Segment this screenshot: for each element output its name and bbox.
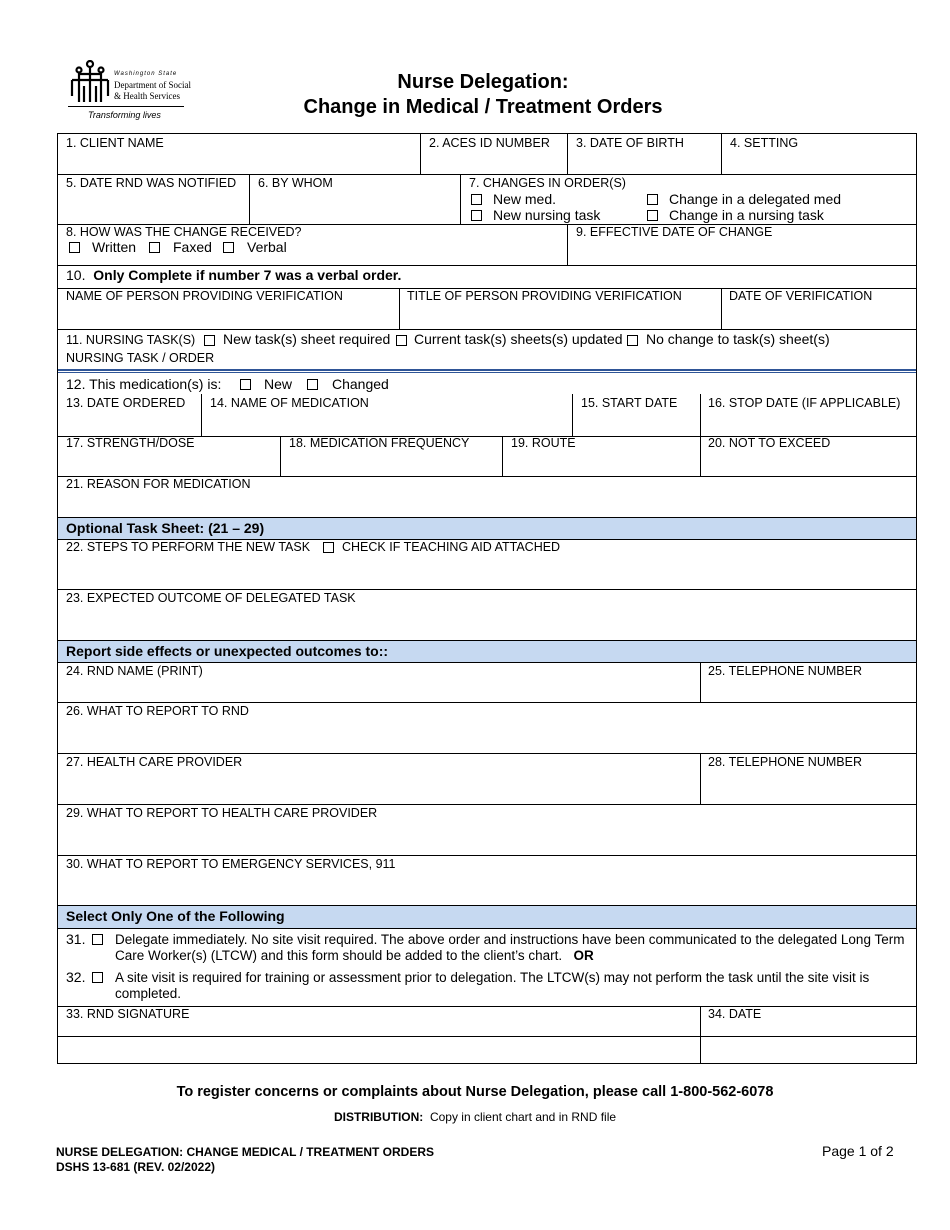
written-label: Written (92, 239, 137, 255)
title-line2: Change in Medical / Treatment Orders (303, 96, 663, 118)
current-task-sheet-checkbox[interactable] (396, 335, 407, 346)
logo-dept-line2: & Health Services (114, 91, 180, 101)
option-32-number: 32. (66, 969, 86, 985)
nursing-tasks-label: 11. NURSING TASK(S) (66, 333, 196, 347)
new-med-checkbox[interactable] (471, 194, 482, 205)
optional-task-sheet-heading: Optional Task Sheet: (21 – 29) (66, 520, 265, 536)
new-task-sheet-checkbox[interactable] (204, 335, 215, 346)
distribution-label: DISTRIBUTION: (333, 1110, 424, 1124)
client-name-field[interactable]: 1. CLIENT NAME (66, 136, 164, 150)
select-one-heading: Select Only One of the Following (66, 908, 285, 924)
provider-telephone-field[interactable]: 28. TELEPHONE NUMBER (708, 755, 862, 769)
rnd-telephone-field[interactable]: 25. TELEPHONE NUMBER (708, 664, 862, 678)
change-nursing-task-checkbox[interactable] (647, 210, 658, 221)
page-number: Page 1 of 2 (822, 1143, 894, 1159)
medication-changed-label: Changed (332, 376, 389, 392)
site-visit-text: A site visit is required for training or assessment prior to delegation. The LTCW(s) may not perform the task until the site visit is completed. (115, 970, 870, 1001)
expected-outcome-field[interactable]: 23. EXPECTED OUTCOME OF DELEGATED TASK (66, 591, 356, 605)
start-date-field[interactable]: 15. START DATE (581, 396, 678, 410)
form-grid (57, 133, 917, 1064)
stop-date-field[interactable]: 16. STOP DATE (IF APPLICABLE) (708, 396, 901, 410)
signature-date-field[interactable]: 34. DATE (708, 1007, 762, 1021)
dshs-logo (68, 60, 191, 124)
rnd-signature-field[interactable]: 33. RND SIGNATURE (66, 1007, 190, 1021)
form-title-footer: NURSE DELEGATION: CHANGE MEDICAL / TREATMENT ORDERS (56, 1145, 435, 1159)
distribution-note (57, 1110, 893, 1124)
verification-date-field[interactable]: DATE OF VERIFICATION (729, 289, 873, 303)
not-to-exceed-field[interactable]: 20. NOT TO EXCEED (708, 436, 831, 450)
aces-id-field[interactable]: 2. ACES ID NUMBER (429, 136, 550, 150)
verifier-title-field[interactable]: TITLE OF PERSON PROVIDING VERIFICATION (407, 289, 682, 303)
new-task-sheet-label: New task(s) sheet required (223, 331, 391, 347)
date-ordered-field[interactable]: 13. DATE ORDERED (66, 396, 186, 410)
teaching-aid-checkbox[interactable] (323, 542, 334, 553)
no-change-task-sheet-label: No change to task(s) sheet(s) (646, 331, 830, 347)
current-task-sheet-label: Current task(s) sheets(s) updated (414, 331, 623, 347)
route-field[interactable]: 19. ROUTE (511, 436, 576, 450)
site-visit-checkbox[interactable] (92, 972, 103, 983)
verbal-order-note (66, 268, 401, 283)
strength-dose-field[interactable]: 17. STRENGTH/DOSE (66, 436, 195, 450)
page-title (200, 70, 766, 120)
option-31-text (115, 932, 910, 964)
reason-for-medication-field[interactable]: 21. REASON FOR MEDICATION (66, 477, 251, 491)
teaching-aid-label: CHECK IF TEACHING AID ATTACHED (342, 540, 561, 554)
new-med-label: New med. (493, 191, 557, 207)
distribution-text: Copy in client chart and in RND file (429, 1110, 617, 1124)
form-id-footer: DSHS 13-681 (REV. 02/2022) (56, 1160, 215, 1174)
medication-new-checkbox[interactable] (240, 379, 251, 390)
concerns-notice: To register concerns or complaints about Nurse Delegation, please call 1-800-562-6078 (176, 1084, 774, 1100)
steps-new-task-field[interactable]: 22. STEPS TO PERFORM THE NEW TASK (66, 540, 311, 554)
faxed-label: Faxed (173, 239, 212, 255)
how-change-received-label: 8. HOW WAS THE CHANGE RECEIVED? (66, 225, 302, 239)
delegate-immediately-text: Delegate immediately. No site visit required. The above order and instructions have been communicated to the delegated Long Term Care Worker(s) (LTCW) and this form should be added to the client’s chart. (115, 932, 905, 963)
medication-new-label: New (264, 376, 293, 392)
verifier-name-field[interactable]: NAME OF PERSON PROVIDING VERIFICATION (66, 289, 343, 303)
written-checkbox[interactable] (69, 242, 80, 253)
report-side-effects-heading: Report side effects or unexpected outcomes to:: (66, 643, 389, 659)
report-to-provider-field[interactable]: 29. WHAT TO REPORT TO HEALTH CARE PROVIDER (66, 806, 378, 820)
verbal-checkbox[interactable] (223, 242, 234, 253)
logo-state: Washington State (114, 71, 178, 77)
no-change-task-sheet-checkbox[interactable] (627, 335, 638, 346)
nursing-task-order-field[interactable]: NURSING TASK / ORDER (66, 351, 215, 365)
logo-divider (68, 106, 184, 107)
medication-name-field[interactable]: 14. NAME OF MEDICATION (210, 396, 369, 410)
by-whom-field[interactable]: 6. BY WHOM (258, 176, 333, 190)
changes-in-orders-label: 7. CHANGES IN ORDER(S) (469, 176, 626, 190)
rnd-name-field[interactable]: 24. RND NAME (PRINT) (66, 664, 203, 678)
effective-date-field[interactable]: 9. EFFECTIVE DATE OF CHANGE (576, 225, 773, 239)
dshs-family-icon (68, 60, 112, 104)
date-rnd-notified-field[interactable]: 5. DATE RND WAS NOTIFIED (66, 176, 237, 190)
verbal-order-num: 10. (66, 267, 86, 283)
delegate-immediately-checkbox[interactable] (92, 934, 103, 945)
medication-is-label: 12. This medication(s) is: (66, 376, 222, 392)
title-line1: Nurse Delegation: (397, 71, 569, 93)
health-care-provider-field[interactable]: 27. HEALTH CARE PROVIDER (66, 755, 243, 769)
verbal-label: Verbal (247, 239, 287, 255)
setting-field[interactable]: 4. SETTING (730, 136, 799, 150)
date-of-birth-field[interactable]: 3. DATE OF BIRTH (576, 136, 684, 150)
medication-frequency-field[interactable]: 18. MEDICATION FREQUENCY (289, 436, 470, 450)
new-nursing-task-checkbox[interactable] (471, 210, 482, 221)
new-nursing-task-label: New nursing task (493, 207, 601, 223)
medication-changed-checkbox[interactable] (307, 379, 318, 390)
logo-dept-line1: Department of Social (114, 80, 191, 90)
or-label: OR (573, 948, 594, 963)
change-delegated-med-checkbox[interactable] (647, 194, 658, 205)
option-31-number: 31. (66, 931, 86, 947)
logo-tagline: Transforming lives (88, 110, 161, 120)
change-delegated-med-label: Change in a delegated med (669, 191, 842, 207)
faxed-checkbox[interactable] (149, 242, 160, 253)
report-to-rnd-field[interactable]: 26. WHAT TO REPORT TO RND (66, 704, 249, 718)
change-nursing-task-label: Change in a nursing task (669, 207, 824, 223)
report-to-emergency-field[interactable]: 30. WHAT TO REPORT TO EMERGENCY SERVICES, 911 (66, 857, 396, 871)
verbal-order-text: Only Complete if number 7 was a verbal order. (93, 267, 402, 283)
